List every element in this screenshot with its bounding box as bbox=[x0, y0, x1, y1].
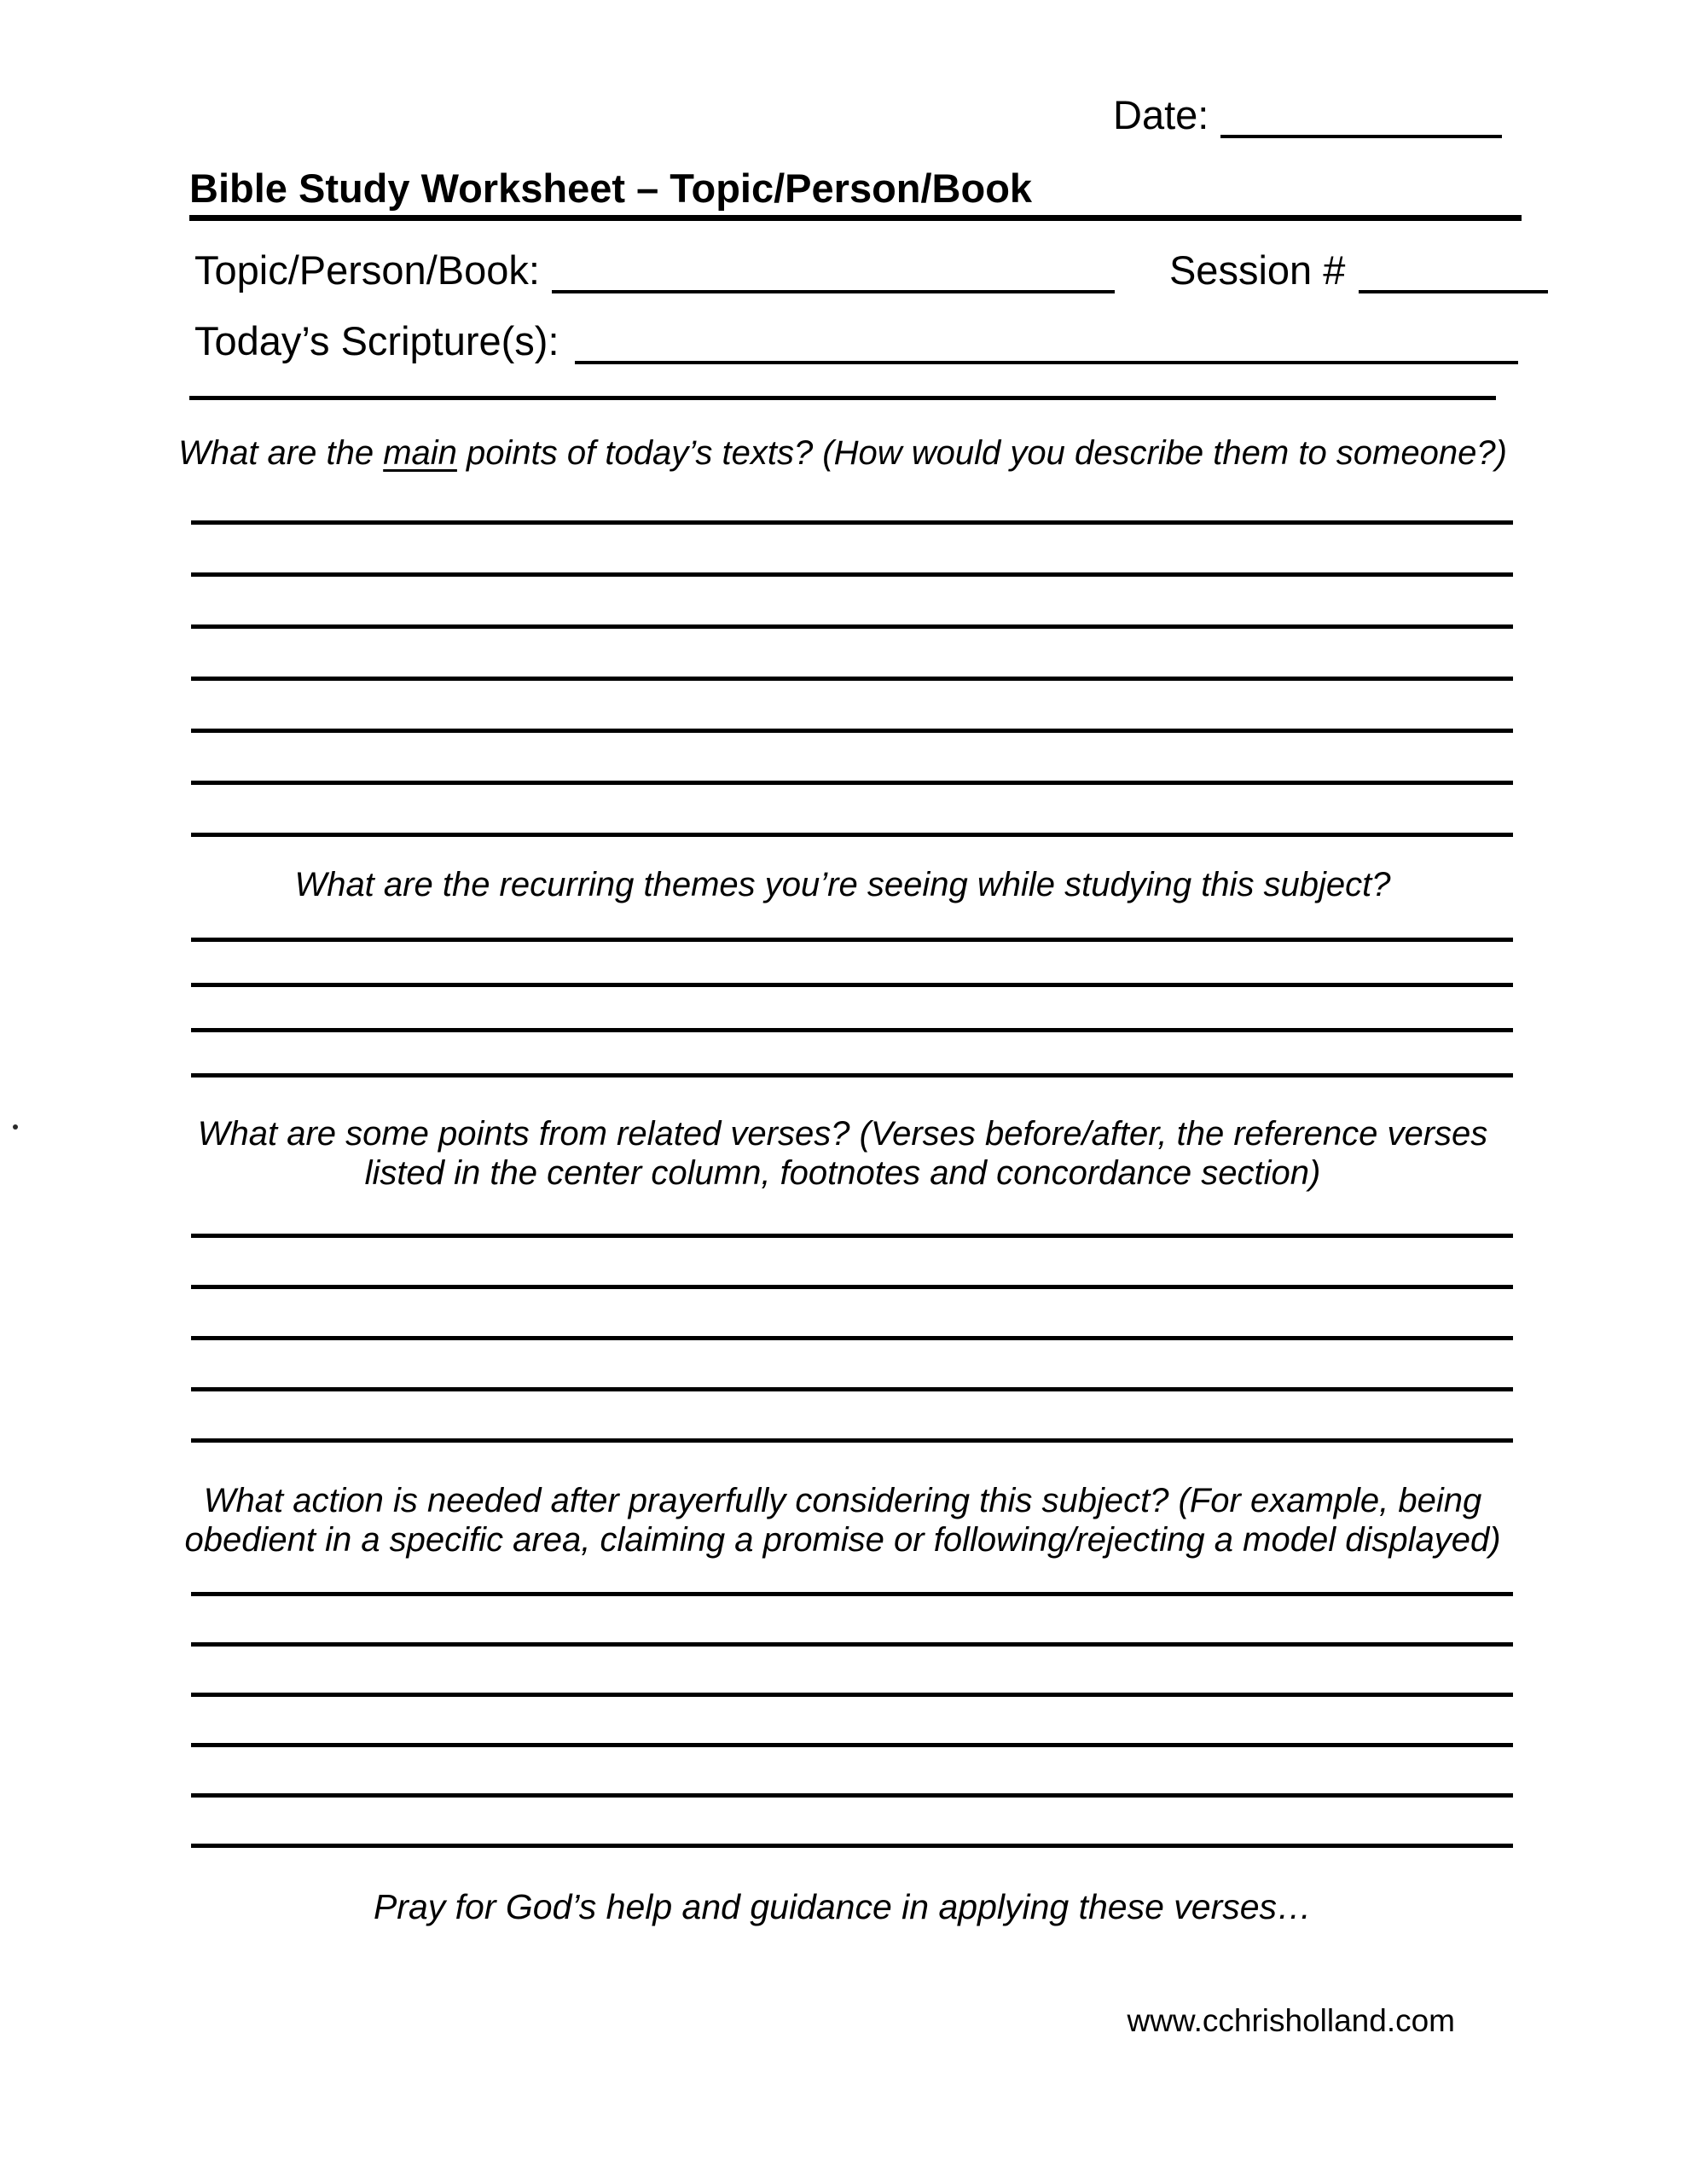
write-line bbox=[191, 729, 1513, 733]
page-title: Bible Study Worksheet – Topic/Person/Book bbox=[189, 166, 1033, 211]
scan-artifact-dot bbox=[13, 1124, 18, 1130]
write-line bbox=[191, 1285, 1513, 1289]
answer-lines-recurring-themes bbox=[191, 938, 1513, 1077]
topic-row bbox=[194, 247, 1548, 293]
write-line bbox=[191, 1387, 1513, 1391]
question-main-points bbox=[169, 433, 1516, 473]
question-text: What are the bbox=[178, 434, 384, 472]
topic-blank-line bbox=[552, 251, 1115, 293]
write-line bbox=[191, 572, 1513, 577]
header-separator-line bbox=[189, 396, 1496, 400]
session-blank-line bbox=[1359, 251, 1548, 293]
scripture-row bbox=[194, 318, 1518, 364]
write-line bbox=[191, 1693, 1513, 1697]
write-line bbox=[191, 677, 1513, 681]
answer-lines-main-points bbox=[191, 520, 1513, 837]
date-blank-line bbox=[1220, 94, 1502, 138]
write-line bbox=[191, 1234, 1513, 1238]
write-line bbox=[191, 983, 1513, 987]
write-line bbox=[191, 1642, 1513, 1647]
write-line bbox=[191, 520, 1513, 525]
write-line bbox=[191, 1336, 1513, 1340]
date-row bbox=[1113, 92, 1502, 138]
title-underline bbox=[189, 215, 1522, 221]
write-line bbox=[191, 1793, 1513, 1798]
answer-lines-action-needed bbox=[191, 1592, 1513, 1848]
write-line bbox=[191, 1073, 1513, 1077]
session-label: Session # bbox=[1168, 247, 1346, 293]
write-line bbox=[191, 938, 1513, 942]
underlined-word: main bbox=[383, 434, 457, 472]
scripture-label: Today’s Scripture(s): bbox=[194, 318, 559, 363]
question-text: points of today’s texts? (How would you describe them to someone?) bbox=[456, 434, 1507, 472]
write-line bbox=[191, 833, 1513, 837]
prayer-note: Pray for God’s help and guidance in applying these verses… bbox=[373, 1887, 1313, 1926]
write-line bbox=[191, 1743, 1513, 1747]
question-text: What are the recurring themes you’re seeing while studying this subject? bbox=[294, 866, 1391, 903]
write-line bbox=[191, 1438, 1513, 1443]
question-recurring-themes bbox=[169, 865, 1516, 904]
website-url: www.cchrisholland.com bbox=[1127, 2003, 1455, 2038]
write-line bbox=[191, 781, 1513, 785]
write-line bbox=[191, 1592, 1513, 1596]
question-text: What are some points from related verses? (Verses before/after, the reference verses listed in the center column, footnotes and concordance section) bbox=[197, 1115, 1488, 1193]
question-text: What action is needed after prayerfully considering this subject? (For example, being obedient in a specific area, claiming a promise or following/rejecting a model displayed) bbox=[184, 1482, 1501, 1560]
answer-lines-related-verses bbox=[191, 1234, 1513, 1443]
question-related-verses bbox=[169, 1114, 1516, 1194]
write-line bbox=[191, 624, 1513, 629]
question-action-needed bbox=[169, 1481, 1516, 1560]
write-line bbox=[191, 1844, 1513, 1848]
write-line bbox=[191, 1028, 1513, 1032]
topic-label: Topic/Person/Book: bbox=[194, 247, 540, 293]
date-label: Date: bbox=[1113, 92, 1209, 137]
scripture-blank-line bbox=[575, 323, 1519, 364]
